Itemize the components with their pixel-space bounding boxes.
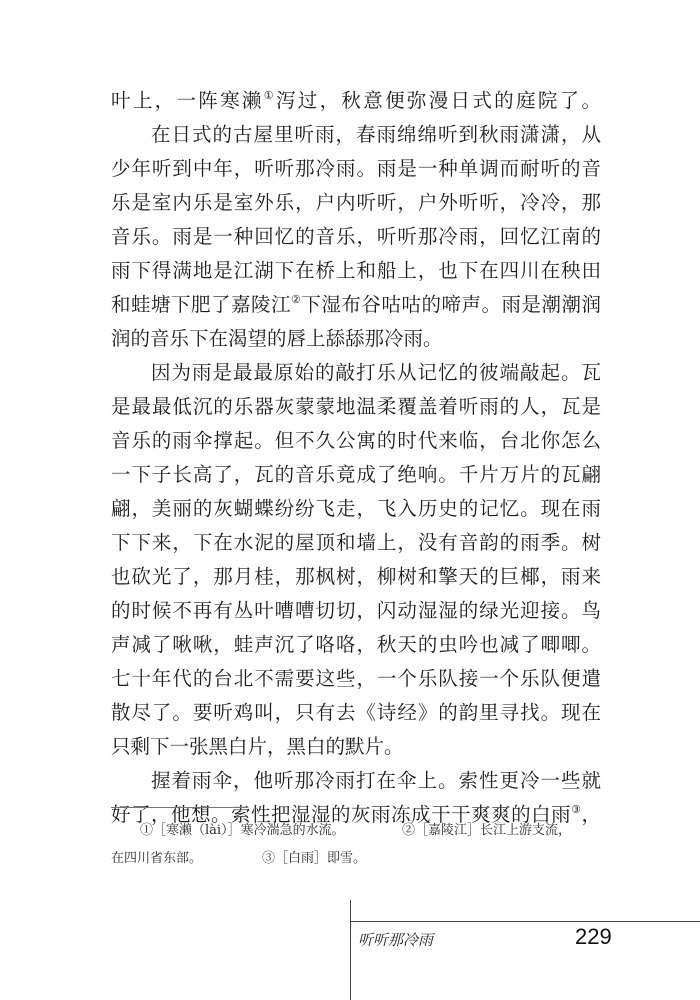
footnote-ref-1: ① [263, 89, 276, 102]
text-line: 乐是室内乐是室外乐，户内听听，户外听听，冷冷，那 [111, 191, 601, 214]
text-line: 的时候不再有丛叶嘈嘈切切，闪动湿湿的绿光迎接。鸟 [111, 599, 601, 622]
footnote-ref-3: ③ [571, 803, 582, 816]
text-line: 握着雨伞，他听那冷雨打在伞上。索性更冷一些就 [151, 769, 601, 792]
text-line: 散尽了。要听鸡叫，只有去《诗经》的韵里寻找。现在 [111, 701, 601, 724]
text-line: 音乐的雨伞撑起。但不久公寓的时代来临，台北你怎么 [111, 429, 601, 452]
footer-vertical-rule [350, 900, 351, 1000]
text-line: 也砍光了，那月桂，那枫树，柳树和擎天的巨椰，雨来 [111, 565, 601, 588]
text-line: 七十年代的台北不需要这些，一个乐队接一个乐队便遣 [111, 667, 601, 690]
footnote-2: ②［嘉陵江］长江上游支流， [402, 823, 572, 838]
footer-horizontal-rule [350, 921, 700, 922]
page-number: 229 [575, 924, 612, 949]
text-line: 只剩下一张黑白片，黑白的默片。 [111, 735, 404, 758]
text-line: 少年听到中年，听听那冷雨。雨是一种单调而耐听的音 [111, 157, 601, 180]
text-line: 因为雨是最最原始的敲打乐从记忆的彼端敲起。瓦 [151, 361, 601, 384]
footnote-2-cont: 在四川省东部。 [111, 851, 203, 866]
text-line: 雨下得满地是江湖下在桥上和船上，也下在四川在秧田 [111, 259, 601, 282]
text-line: 音乐。雨是一种回忆的音乐，听听那冷雨，回忆江南的 [111, 225, 601, 248]
text-line: 是最最低沉的乐器灰蒙蒙地温柔覆盖着听雨的人，瓦是 [111, 395, 601, 418]
text-line: 一下子长高了，瓦的音乐竟成了绝响。千片万片的瓦翩 [111, 463, 601, 486]
footnote-3: ③［白雨］即雪。 [262, 851, 367, 866]
text-line: 和蛙塘下肥了嘉陵江②下湿布谷咕咕的啼声。雨是潮潮润 [111, 293, 601, 316]
text-line: 叶上，一阵寒濑①泻过，秋意便弥漫日式的庭院了。 [111, 89, 601, 112]
text-line: 翩，美丽的灰蝴蝶纷纷飞走，飞入历史的记忆。现在雨 [111, 497, 601, 520]
running-title: 听听那冷雨 [358, 931, 434, 949]
text-line: 好了，他想。索性把湿湿的灰雨冻成干干爽爽的白雨③， [111, 803, 601, 826]
text-line: 在日式的古屋里听雨，春雨绵绵听到秋雨潇潇，从 [151, 123, 601, 146]
text-line: 润的音乐下在渴望的唇上舔舔那冷雨。 [111, 327, 443, 350]
text-line: 下下来，下在水泥的屋顶和墙上，没有音韵的雨季。树 [111, 531, 601, 554]
footnote-divider [111, 807, 247, 808]
text-line: 声减了啾啾，蛙声沉了咯咯，秋天的虫吟也减了唧唧。 [111, 633, 601, 656]
footnote-ref-2: ② [291, 293, 302, 306]
footnote-1: ①［寒濑（lài）］寒冷湍急的水流。 [140, 823, 345, 838]
